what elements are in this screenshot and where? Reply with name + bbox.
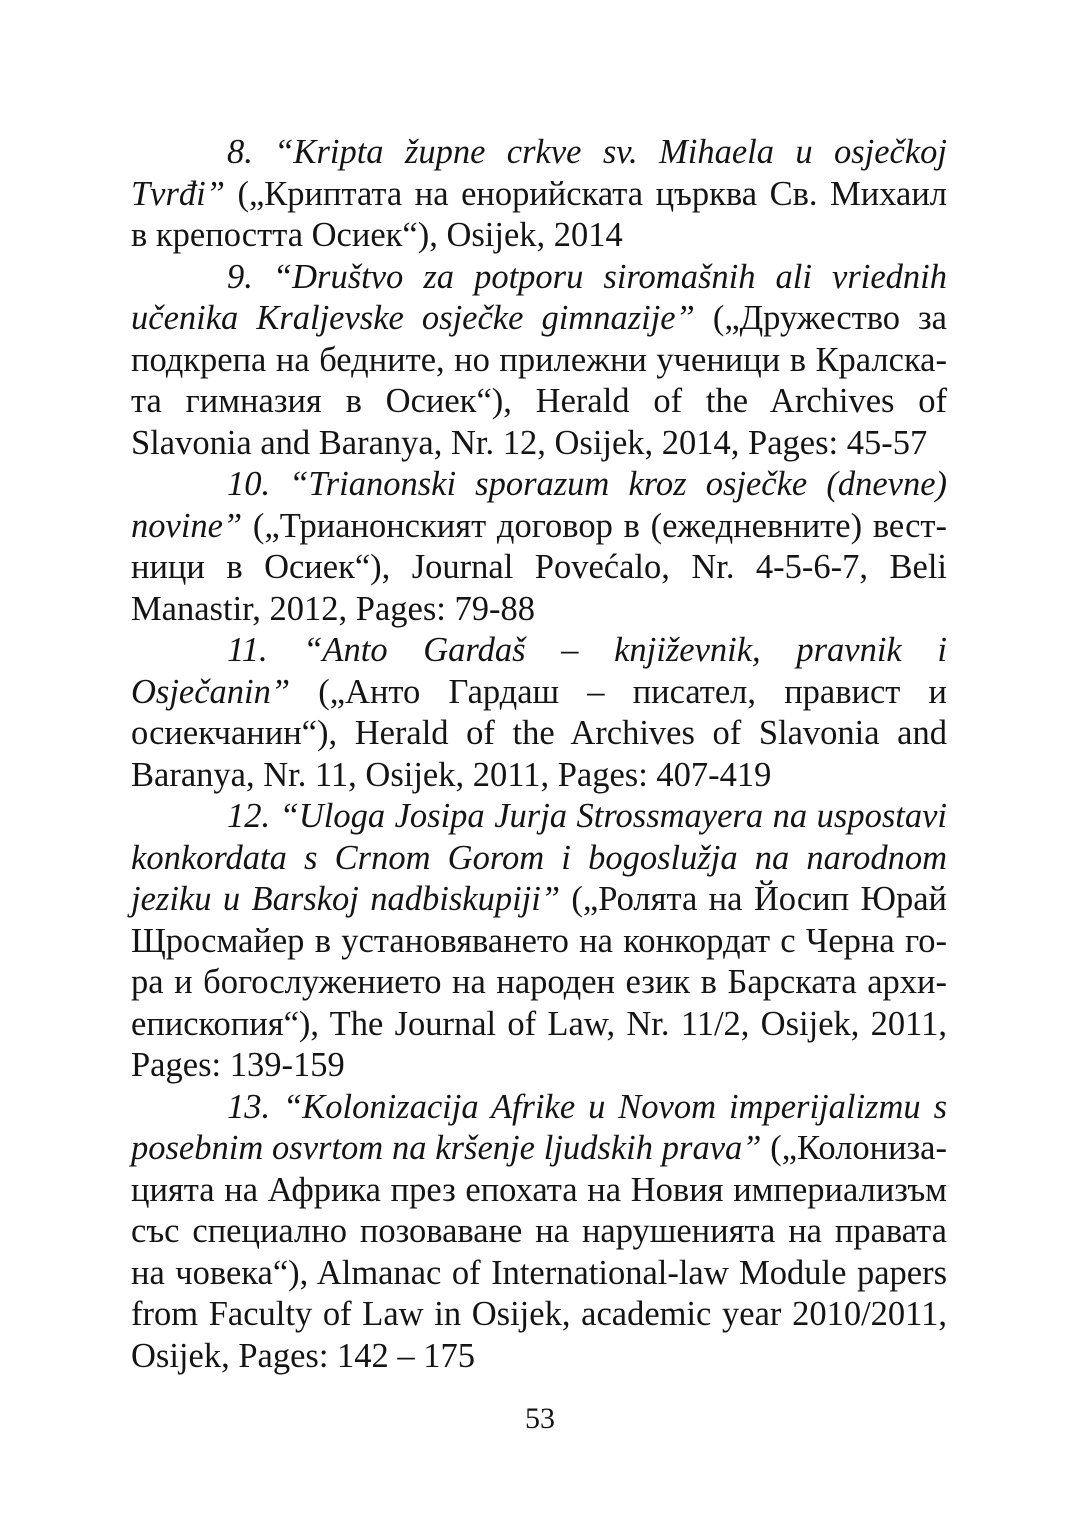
entry-text: („Трианонският договор в (ежедневните) вестници в Осиек“), Journal Povećalo, Nr. 4-5-6-7, Beli Manastir, 2012, Pages: 79-88 — [131, 506, 947, 628]
entry-title: 12. “Uloga Josipa Jurja Strossmayera na uspostavi konkordata s Crnom Gorom i bogoslužja na narodnom jeziku u Barskoj nadbiskupiji” — [131, 797, 947, 918]
entry-text: („Колонизацията на Африка през епохата на Новия империализъм със специално позоваване на нарушенията на правата на човека“), Almanac of International-law Module papers from Faculty of Law in Osijek, academic year 2010/2011, Osijek, Pages: 142 – 175 — [131, 1129, 947, 1375]
entry-title: 8. “Kripta župne crkve sv. Mihaela u osječkoj Tvrđi” — [131, 133, 947, 213]
entry-title: 10. “Trianonski sporazum kroz osječke (dnevne) novine” — [131, 465, 947, 545]
bibliography-entry-13 — [131, 1087, 947, 1378]
page-number: 53 — [525, 1402, 555, 1435]
bibliography-entry-9 — [131, 257, 947, 465]
bibliography-entry-12 — [131, 796, 947, 1087]
entry-text: („Анто Гардаш – писател, правист и осиекчанин“), Herald of the Archives of Slavonia and Baranya, Nr. 11, Osijek, 2011, Pages: 407-419 — [131, 672, 947, 794]
bibliography-entry-10 — [131, 464, 947, 630]
entry-title: 9. “Društvo za potporu siromašnih ali vriednih učenika Kraljevske osječke gimnazije” — [131, 257, 947, 337]
entry-title: 13. “Kolonizacija Afrike u Novom imperijalizmu s posebnim osvrtom na kršenje ljudskih prava” — [131, 1087, 947, 1167]
entry-text: („Криптата на енорийската църква Св. Михаил в крепостта Осиек“), Osijek, 2014 — [131, 174, 947, 254]
entry-title: 11. “Anto Gardaš – književnik, pravnik i Osječanin” — [131, 631, 947, 711]
entry-text: („Дружество за подкрепа на бедните, но прилежни ученици в Кралската гимназия в Осиек“), Herald of the Archives of Slavonia and Baranya, Nr. 12, Osijek, 2014, Pages: 45-57 — [131, 299, 947, 462]
bibliography-entry-8 — [131, 132, 947, 257]
entry-text: („Ролята на Йосип Юрай Щросмайер в установяването на конкордат с Черна гора и богослужението на народен език в Барската архиепископия“), The Journal of Law, Nr. 11/2, Osijek, 2011, Pages: 139-159 — [131, 880, 947, 1084]
bibliography-list — [131, 132, 947, 1377]
bibliography-entry-11 — [131, 630, 947, 796]
